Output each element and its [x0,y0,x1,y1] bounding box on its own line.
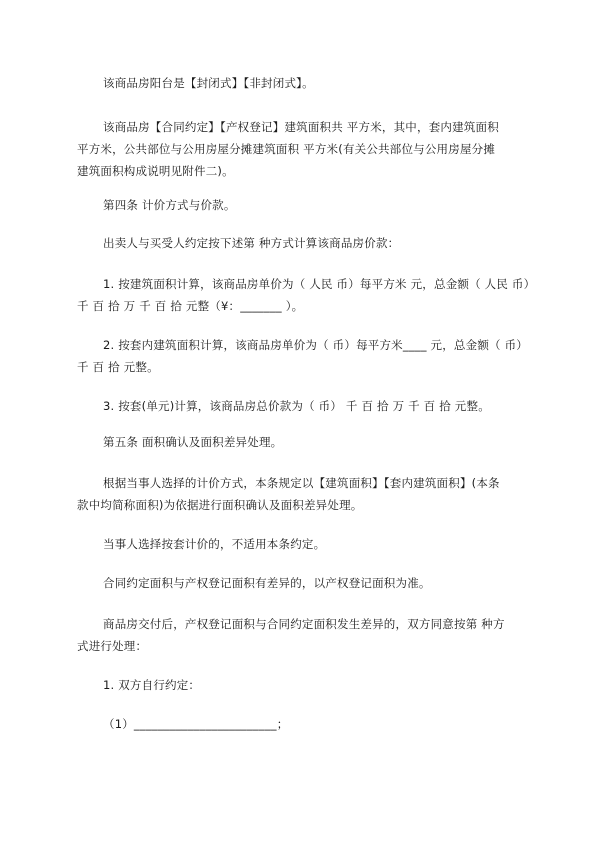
text-line: 该商品房【合同约定】【产权登记】建筑面积共 平方米，其中，套内建筑面积 [103,120,499,134]
article-4-heading [103,194,533,216]
text-line: 2. 按套内建筑面积计算，该商品房单价为（ 币）每平方米____ 元，总金额（ 币） [103,338,528,352]
text-line: 该商品房阳台是【封闭式】【非封闭式】。 [103,76,314,90]
text-line: （1）________________________； [103,717,289,731]
paragraph-difference-handling [77,613,533,657]
paragraph-item-1 [103,713,533,735]
paragraph-balcony [103,72,533,94]
text-line: 1. 双方自行约定： [103,678,201,692]
text-line: 当事人选择按套计价的，不适用本条约定。 [103,537,326,551]
paragraph-pricing-method [103,232,533,254]
paragraph-option-3 [103,395,533,417]
paragraph-area [77,116,533,182]
text-line: 建筑面积构成说明见附件二)。 [77,164,234,178]
paragraph-self-agreement [103,674,533,696]
text-line: 根据当事人选择的计价方式，本条规定以【建筑面积】【套内建筑面积】(本条 [103,476,500,490]
paragraph-registered-area [103,572,533,594]
text-line: 平方米，公共部位与公用房屋分摊建筑面积 平方米(有关公共部位与公用房屋分摊 [77,142,496,156]
article-5-heading [103,431,533,453]
text-line: 3. 按套(单元)计算，该商品房总价款为（ 币） 千 百 拾 万 千 百 拾 元整。 [103,399,490,413]
text-line: 千 百 拾 元整。 [77,360,159,374]
text-line: 商品房交付后，产权登记面积与合同约定面积发生差异的，双方同意按第 种方 [103,617,505,631]
text-line: 出卖人与买受人约定按下述第 种方式计算该商品房价款： [103,236,400,250]
text-line: 式进行处理： [77,639,148,653]
paragraph-option-1 [77,273,536,317]
paragraph-per-unit [103,533,533,555]
text-line: 款中均简称面积)为依据进行面积确认及面积差异处理。 [77,498,363,512]
text-line: 1. 按建筑面积计算，该商品房单价为（ 人民 币）每平方米 元，总金额（ 人民 币） [103,277,536,291]
text-line: 合同约定面积与产权登记面积有差异的，以产权登记面积为准。 [103,576,431,590]
text-line: 千 百 拾 万 千 百 拾 元整（¥：_______ ）。 [77,299,304,313]
text-line: 第五条 面积确认及面积差异处理。 [103,435,283,449]
paragraph-option-2 [77,334,533,378]
text-line: 第四条 计价方式与价款。 [103,198,236,212]
paragraph-area-basis [77,472,533,516]
